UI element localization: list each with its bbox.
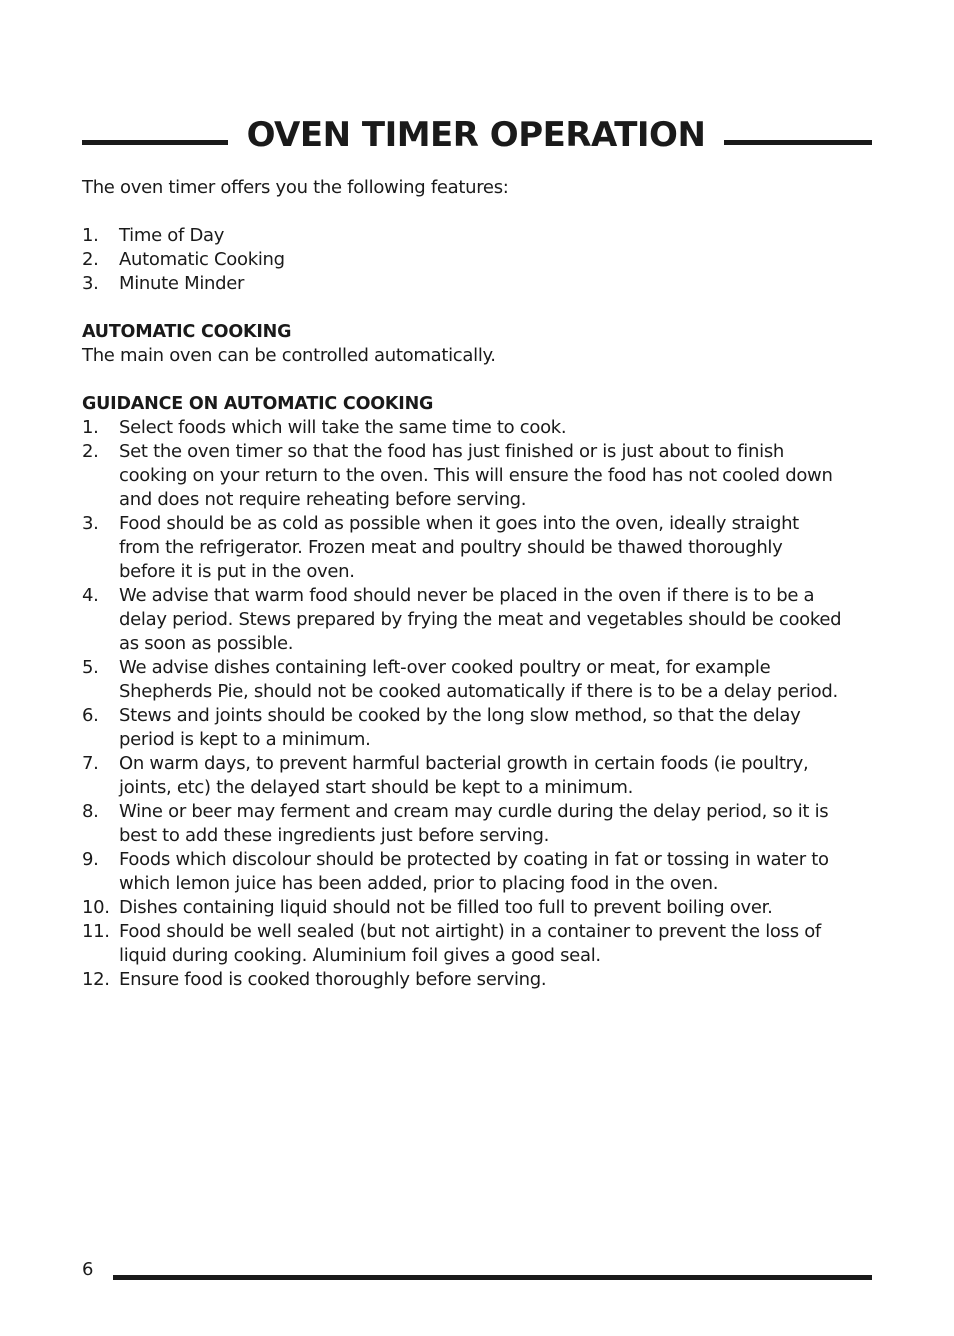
- list-text: Set the oven timer so that the food has just finished or is just about to finish cooking on your return to the oven. This will ensure the food has not cooled down and does not require reheating before serving.: [119, 441, 833, 510]
- list-item: [82, 920, 842, 968]
- list-number: 2.: [82, 441, 99, 462]
- list-number: 2.: [82, 249, 99, 270]
- page-content: [82, 176, 842, 992]
- section-heading-automatic-cooking: AUTOMATIC COOKING: [82, 322, 292, 342]
- list-item: [82, 512, 842, 584]
- list-item: [82, 896, 842, 920]
- list-text: Time of Day: [119, 225, 225, 246]
- list-item: [82, 848, 842, 896]
- list-number: 4.: [82, 585, 99, 606]
- list-number: 3.: [82, 513, 99, 534]
- list-number: 6.: [82, 705, 99, 726]
- list-text: Minute Minder: [119, 273, 245, 294]
- list-item: [82, 968, 842, 992]
- list-text: We advise dishes containing left-over cooked poultry or meat, for example Shepherds Pie, should not be cooked automatically if there is to be a delay period.: [119, 657, 838, 702]
- list-text: Wine or beer may ferment and cream may curdle during the delay period, so it is best to add these ingredients just before serving.: [119, 801, 829, 846]
- list-text: Select foods which will take the same time to cook.: [119, 417, 567, 438]
- list-number: 9.: [82, 849, 99, 870]
- list-number: 12.: [82, 969, 110, 990]
- intro-text: The oven timer offers you the following features:: [82, 177, 509, 198]
- list-text: We advise that warm food should never be placed in the oven if there is to be a delay period. Stews prepared by frying the meat and vegetables should be cooked as soon as possible.: [119, 585, 842, 654]
- list-text: On warm days, to prevent harmful bacterial growth in certain foods (ie poultry, joints, etc) the delayed start should be kept to a minimum.: [119, 753, 809, 798]
- list-text: Automatic Cooking: [119, 249, 285, 270]
- list-text: Dishes containing liquid should not be filled too full to prevent boiling over.: [119, 897, 773, 918]
- list-text: Ensure food is cooked thoroughly before serving.: [119, 969, 547, 990]
- list-number: 10.: [82, 897, 110, 918]
- automatic-cooking-text: The main oven can be controlled automatically.: [82, 345, 496, 366]
- list-text: Food should be well sealed (but not airtight) in a container to prevent the loss of liquid during cooking. Aluminium foil gives a good seal.: [119, 921, 821, 966]
- list-text: Food should be as cold as possible when it goes into the oven, ideally straight from the refrigerator. Frozen meat and poultry should be thawed thoroughly before it is put in the oven.: [119, 513, 799, 582]
- guidance-list: [82, 416, 842, 992]
- title-rule-left: [82, 140, 228, 145]
- page-footer: [82, 1258, 872, 1288]
- list-number: 3.: [82, 273, 99, 294]
- list-item: [82, 656, 842, 704]
- list-item: [82, 224, 842, 248]
- footer-rule: [113, 1275, 872, 1280]
- title-rule-right: [724, 140, 872, 145]
- list-item: [82, 272, 842, 296]
- list-item: [82, 248, 842, 272]
- list-number: 1.: [82, 417, 99, 438]
- list-text: Foods which discolour should be protected by coating in fat or tossing in water to which lemon juice has been added, prior to placing food in the oven.: [119, 849, 829, 894]
- list-number: 8.: [82, 801, 99, 822]
- list-text: Stews and joints should be cooked by the long slow method, so that the delay period is kept to a minimum.: [119, 705, 801, 750]
- section-heading-guidance: GUIDANCE ON AUTOMATIC COOKING: [82, 394, 434, 414]
- title-row: [82, 112, 872, 162]
- list-number: 7.: [82, 753, 99, 774]
- list-item: [82, 704, 842, 752]
- list-number: 11.: [82, 921, 110, 942]
- list-number: 1.: [82, 225, 99, 246]
- page-number: 6: [82, 1259, 94, 1280]
- list-item: [82, 584, 842, 656]
- features-list: [82, 224, 842, 296]
- list-item: [82, 416, 842, 440]
- list-number: 5.: [82, 657, 99, 678]
- list-item: [82, 440, 842, 512]
- list-item: [82, 752, 842, 800]
- page-title: OVEN TIMER OPERATION: [246, 115, 706, 155]
- list-item: [82, 800, 842, 848]
